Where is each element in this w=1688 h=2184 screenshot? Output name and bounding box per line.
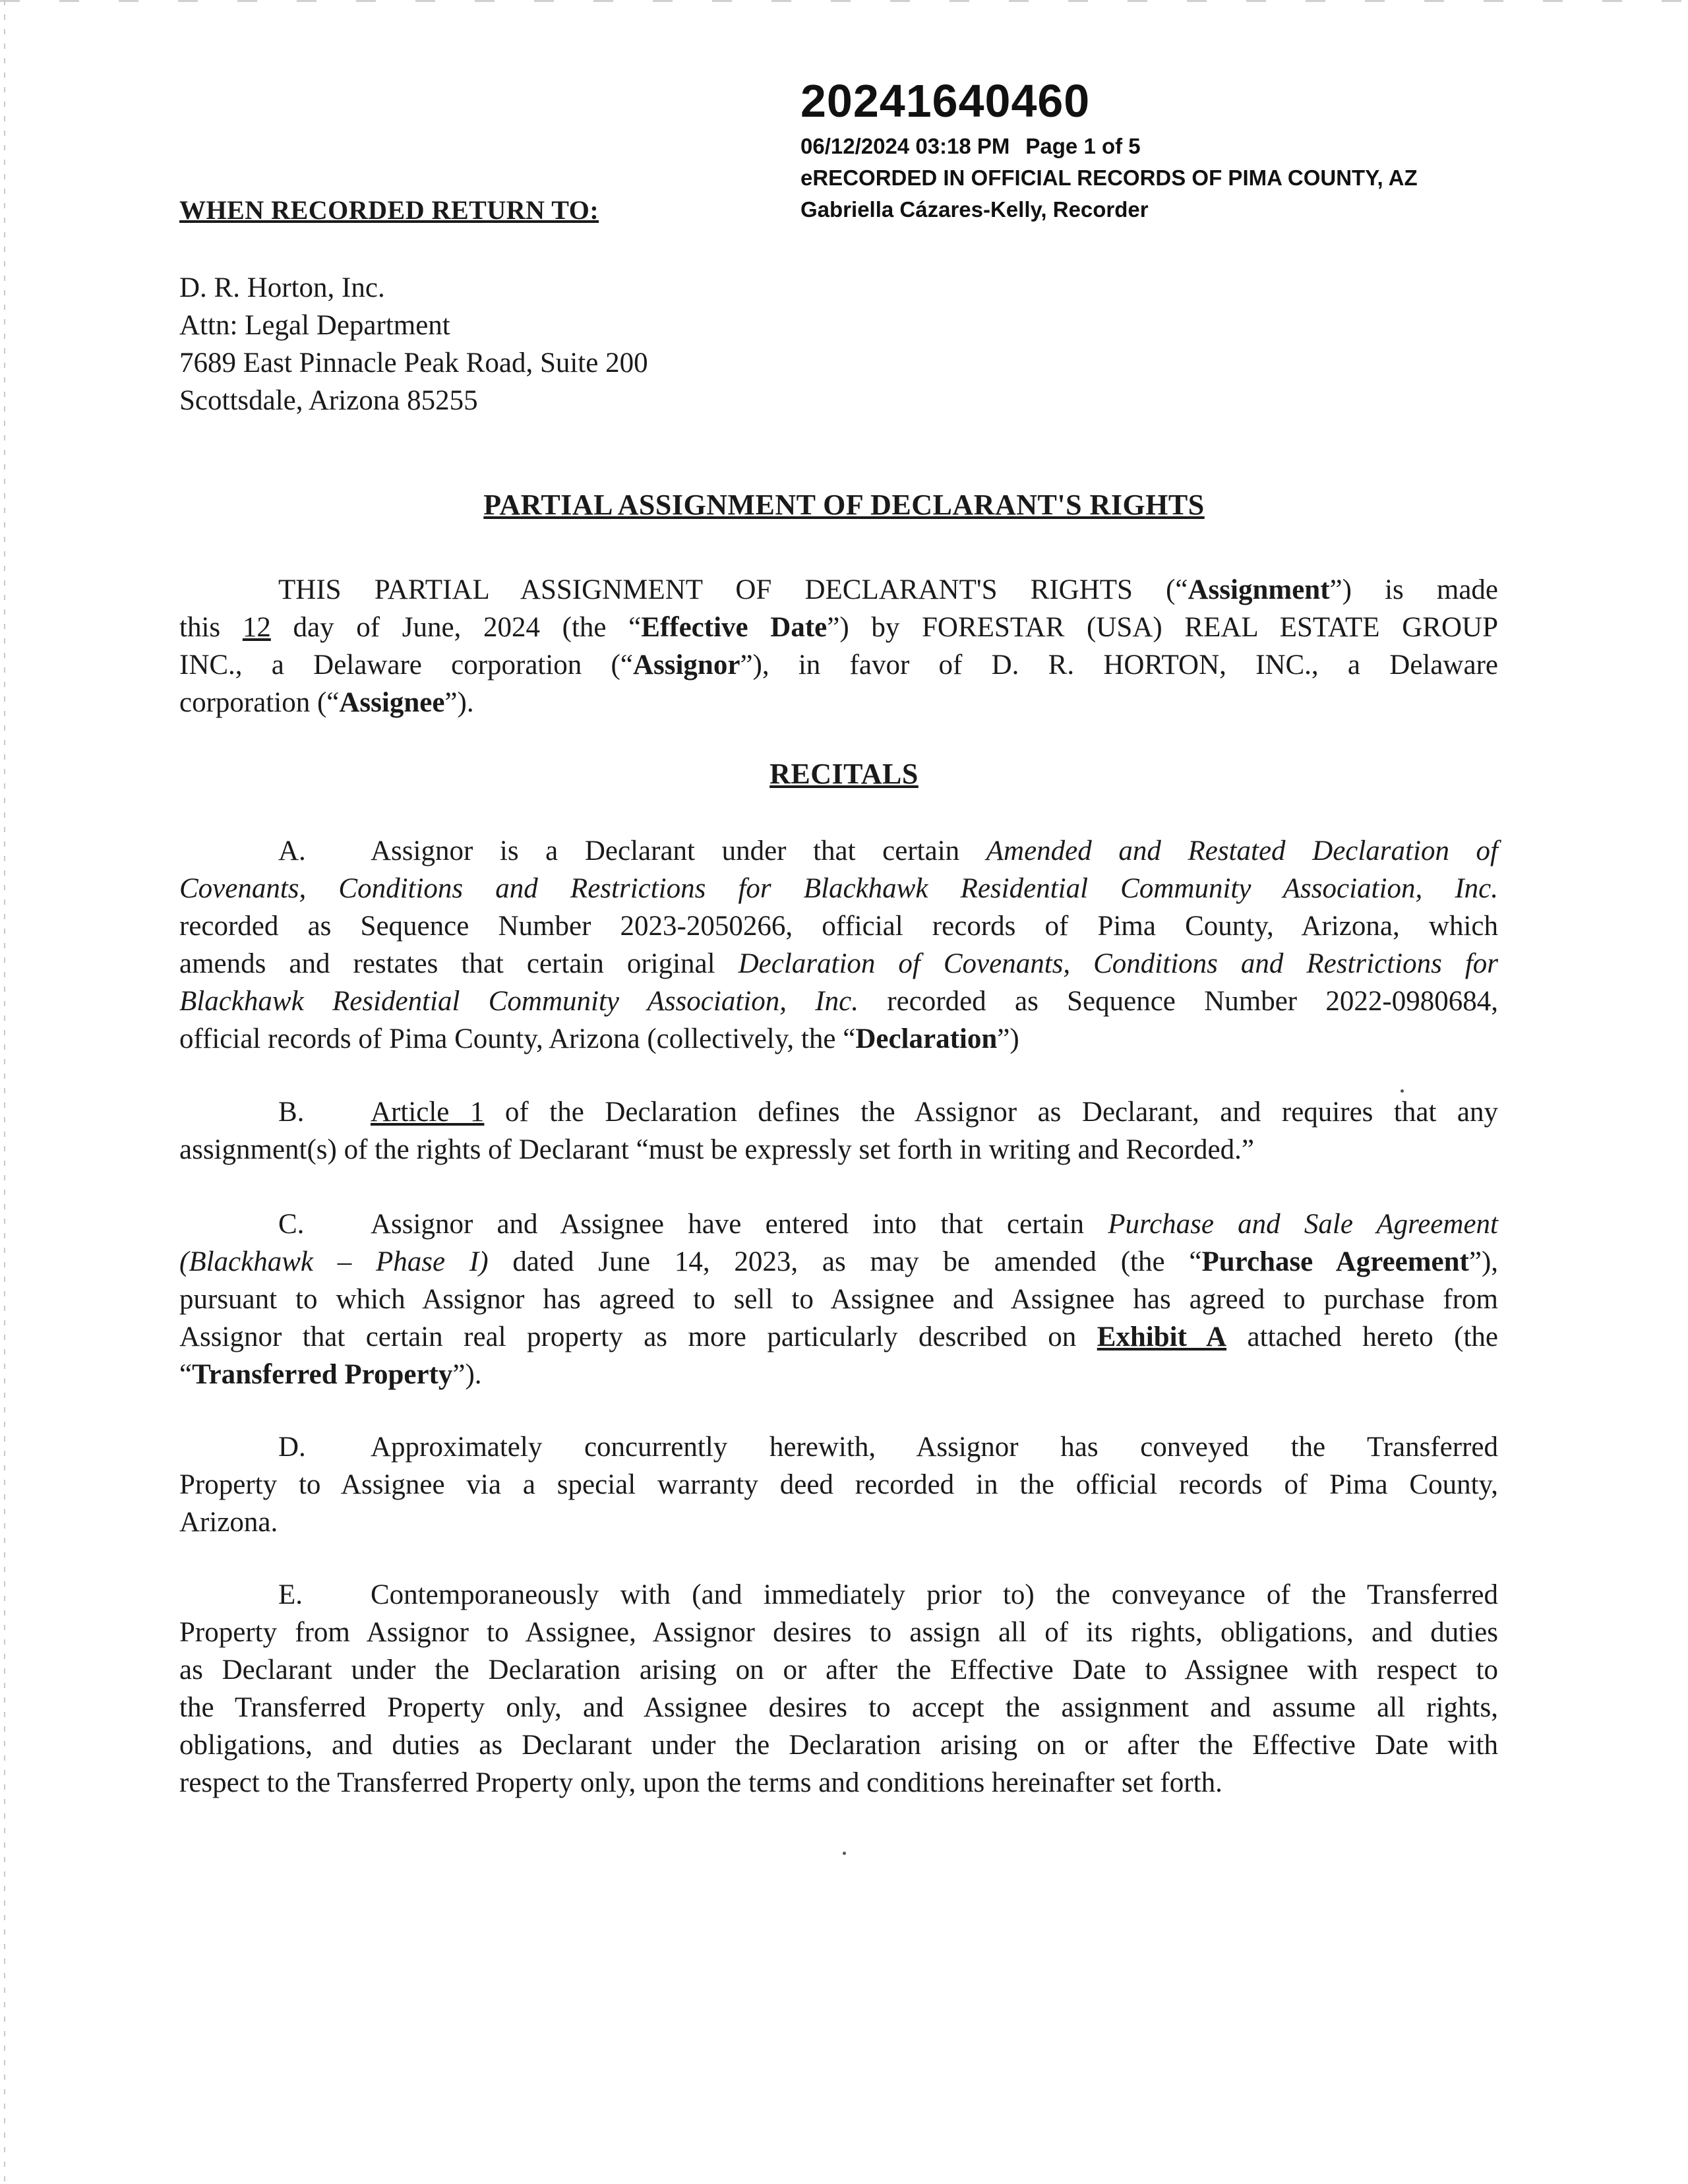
document-reference: Purchase and Sale Agreement bbox=[1108, 1209, 1498, 1240]
address-line: Scottsdale, Arizona 85255 bbox=[179, 385, 478, 416]
recording-stamp bbox=[800, 71, 1418, 226]
recorder-name: Gabriella Cázares-Kelly, Recorder bbox=[800, 197, 1149, 222]
defined-term-transferred-property: Transferred Property bbox=[192, 1359, 453, 1390]
text-run: respect to the Transferred Property only, upon the terms and conditions hereinafter set forth. bbox=[179, 1767, 1222, 1798]
text-run: ”) is made bbox=[1329, 574, 1499, 605]
recital-d bbox=[179, 1428, 1498, 1541]
text-run: ”). bbox=[444, 687, 474, 718]
document-title: PARTIAL ASSIGNMENT OF DECLARANT'S RIGHTS bbox=[483, 489, 1205, 521]
text-run: recorded as Sequence Number 2022-0980684, bbox=[858, 986, 1498, 1017]
text-run: ”). bbox=[452, 1359, 482, 1390]
recital-letter: D. bbox=[278, 1432, 306, 1463]
recitals-heading: RECITALS bbox=[769, 758, 919, 790]
recording-office: eRECORDED IN OFFICIAL RECORDS OF PIMA COUNTY, AZ bbox=[800, 166, 1418, 190]
text-run: amends and restates that certain original bbox=[179, 948, 738, 979]
document-reference: Blackhawk Residential Community Association, Inc. bbox=[179, 986, 859, 1017]
text-run: “ bbox=[179, 1359, 193, 1390]
document-reference: (Blackhawk – Phase I) bbox=[179, 1246, 489, 1277]
text-run: assignment(s) of the rights of Declarant “must be expressly set forth in writing and Recorded.” bbox=[179, 1134, 1254, 1165]
text-run: ”), bbox=[1468, 1246, 1499, 1277]
defined-term-effective-date: Effective Date bbox=[641, 612, 828, 643]
text-run: Contemporaneously with (and immediately prior to) the conveyance of the Transferred bbox=[371, 1579, 1498, 1610]
scan-speck bbox=[843, 1852, 846, 1855]
text-run: the Transferred Property only, and Assignee desires to accept the assignment and assume all rights, bbox=[179, 1692, 1498, 1723]
text-run: obligations, and duties as Declarant under the Declaration arising on or after the Effective Date with bbox=[179, 1730, 1498, 1761]
recital-letter: A. bbox=[278, 835, 306, 866]
scan-left-edge bbox=[4, 0, 5, 2184]
exhibit-reference: Exhibit A bbox=[1097, 1321, 1227, 1352]
text-run: Assignor that certain real property as more particularly described on bbox=[179, 1321, 1097, 1352]
text-run: day of June, 2024 (the “ bbox=[270, 612, 642, 643]
text-run: attached hereto (the bbox=[1226, 1321, 1499, 1352]
recording-number: 20241640460 bbox=[800, 75, 1091, 127]
address-line: D. R. Horton, Inc. bbox=[179, 272, 385, 303]
text-run: Arizona. bbox=[179, 1507, 278, 1538]
day-field: 12 bbox=[242, 612, 271, 643]
recital-e bbox=[179, 1576, 1498, 1802]
text-run: this bbox=[179, 612, 243, 643]
text-run: Property from Assignor to Assignee, Assignor desires to assign all of its rights, obligations, and duties bbox=[179, 1617, 1498, 1648]
text-run: as Declarant under the Declaration arising on or after the Effective Date to Assignee with respect to bbox=[179, 1654, 1498, 1685]
text-run: ”) bbox=[997, 1023, 1019, 1054]
text-run: Assignor and Assignee have entered into that certain bbox=[371, 1209, 1108, 1240]
address-line: Attn: Legal Department bbox=[179, 310, 450, 341]
text-run: corporation (“ bbox=[179, 687, 340, 718]
recital-letter: C. bbox=[278, 1209, 305, 1240]
defined-term-assignment: Assignment bbox=[1188, 574, 1330, 605]
intro-paragraph bbox=[179, 571, 1498, 721]
defined-term-assignee: Assignee bbox=[339, 687, 445, 718]
text-run: official records of Pima County, Arizona (collectively, the “ bbox=[179, 1023, 856, 1054]
recording-date-line bbox=[800, 131, 1418, 162]
text-run: INC., a Delaware corporation (“ bbox=[179, 650, 633, 681]
address-line: 7689 East Pinnacle Peak Road, Suite 200 bbox=[179, 348, 648, 379]
text-run: recorded as Sequence Number 2023-2050266, official records of Pima County, Arizona, which bbox=[179, 911, 1498, 942]
return-to-heading: WHEN RECORDED RETURN TO: bbox=[179, 195, 599, 225]
text-run: ”), in favor of D. R. HORTON, INC., a Delaware bbox=[740, 650, 1498, 681]
defined-term-declaration: Declaration bbox=[855, 1023, 998, 1054]
defined-term-assignor: Assignor bbox=[632, 650, 740, 681]
text-run: dated June 14, 2023, as may be amended (the “ bbox=[488, 1246, 1202, 1277]
recital-letter: B. bbox=[278, 1097, 305, 1128]
document-reference: Declaration of Covenants, Conditions and Restrictions for bbox=[738, 948, 1498, 979]
text-run: THIS PARTIAL ASSIGNMENT OF DECLARANT'S RIGHTS (“ bbox=[278, 574, 1188, 605]
text-run: ”) by FORESTAR (USA) REAL ESTATE GROUP bbox=[827, 612, 1498, 643]
text-run: Approximately concurrently herewith, Assignor has conveyed the Transferred bbox=[371, 1432, 1498, 1463]
defined-term-purchase-agreement: Purchase Agreement bbox=[1201, 1246, 1469, 1277]
recording-date-time: 06/12/2024 03:18 PM bbox=[800, 134, 1010, 158]
scan-speck bbox=[1401, 1089, 1404, 1093]
recording-page-info: Page 1 of 5 bbox=[1025, 134, 1141, 158]
scan-top-edge bbox=[0, 0, 1688, 2]
text-run: pursuant to which Assignor has agreed to sell to Assignee and Assignee has agreed to purchase from bbox=[179, 1284, 1498, 1315]
recital-b bbox=[179, 1093, 1498, 1168]
recital-letter: E. bbox=[278, 1579, 303, 1610]
document-reference: Covenants, Conditions and Restrictions for Blackhawk Residential Community Association, Inc. bbox=[179, 873, 1498, 904]
document-reference: Amended and Restated Declaration of bbox=[986, 835, 1498, 866]
return-address bbox=[179, 269, 648, 419]
article-reference: Article 1 bbox=[371, 1097, 485, 1128]
recital-c bbox=[179, 1205, 1498, 1393]
text-run: Assignor is a Declarant under that certain bbox=[371, 835, 986, 866]
text-run: Property to Assignee via a special warranty deed recorded in the official records of Pima County, bbox=[179, 1469, 1498, 1500]
recital-a bbox=[179, 832, 1498, 1058]
text-run: of the Declaration defines the Assignor as Declarant, and requires that any bbox=[484, 1097, 1498, 1128]
